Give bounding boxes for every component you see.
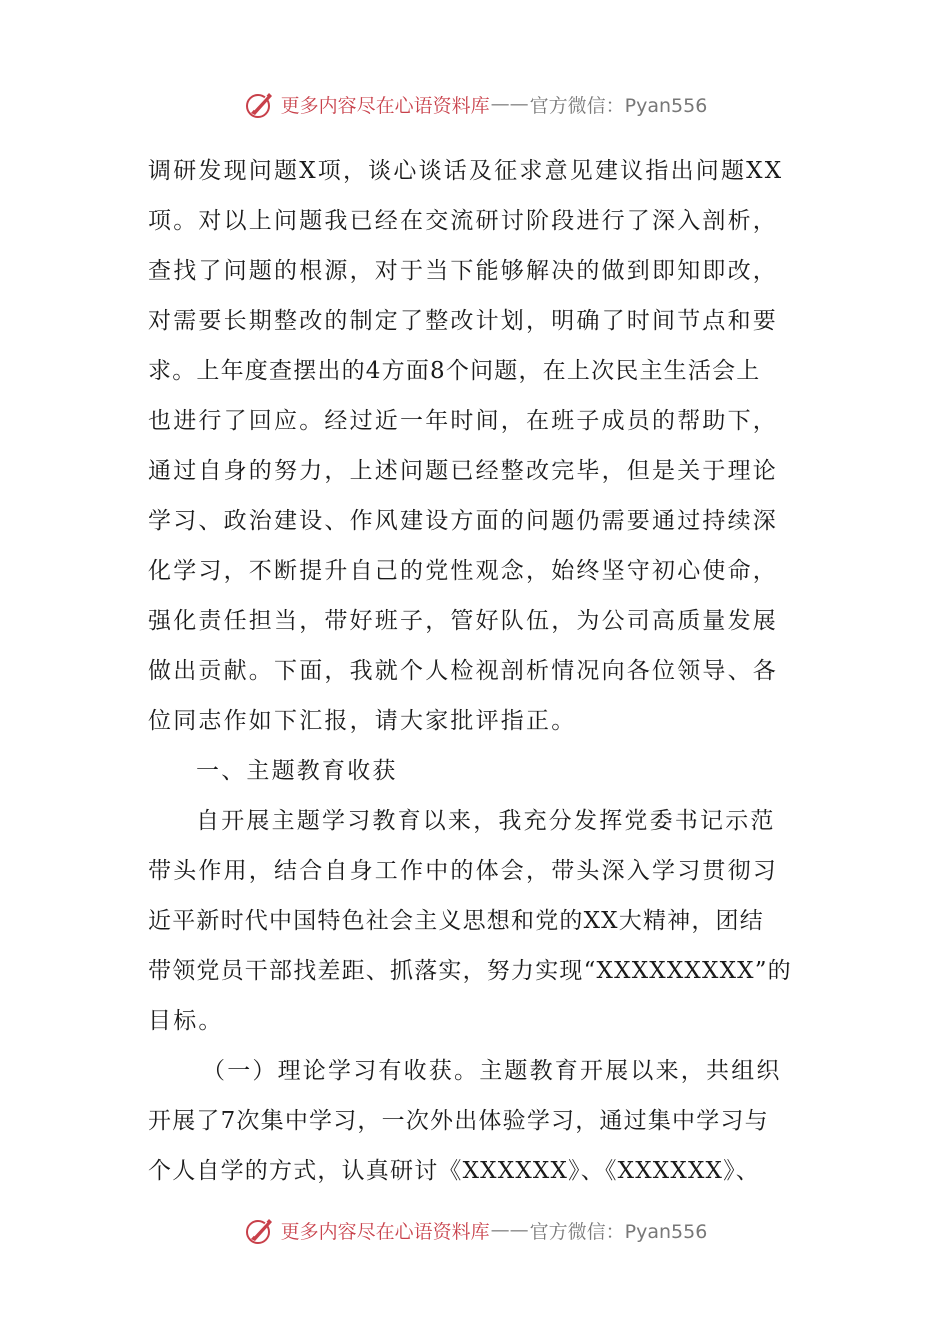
text-line: 带头作用，结合自身工作中的体会，带头深入学习贯彻习	[148, 858, 778, 884]
text-line: （一）理论学习有收获。主题教育开展以来，共组织	[202, 1058, 782, 1084]
text-line: 求。上年度查摆出的4方面8个问题，在上次民主生活会上	[148, 358, 761, 384]
text-line: 开展了7次集中学习，一次外出体验学习，通过集中学习与	[148, 1108, 769, 1134]
text-line: 个人自学的方式，认真研讨《XXXXXX》、《XXXXXX》、	[148, 1158, 760, 1184]
document-body	[148, 146, 808, 1196]
watermark-separator: ——	[490, 1219, 529, 1241]
watermark-banner-top	[0, 84, 950, 124]
watermark-separator: ——	[490, 93, 529, 115]
section-heading: 一、主题教育收获	[196, 758, 398, 784]
text-line: 带领党员干部找差距、抓落实，努力实现“XXXXXXXXX”的	[148, 958, 792, 984]
text-line: 目标。	[148, 1008, 224, 1034]
watermark-contact: 官方微信：Pyan556	[529, 1220, 708, 1243]
text-line: 通过自身的努力，上述问题已经整改完毕，但是关于理论	[148, 458, 778, 484]
text-line: 对需要长期整改的制定了整改计划，明确了时间节点和要	[148, 308, 778, 334]
text-line: 近平新时代中国特色社会主义思想和党的XX大精神，团结	[148, 908, 764, 934]
text-line: 也进行了回应。经过近一年时间，在班子成员的帮助下，	[148, 408, 778, 434]
text-line: 位同志作如下汇报，请大家批评指正。	[148, 708, 577, 734]
text-line: 调研发现问题X项，谈心谈话及征求意见建议指出问题XX	[148, 158, 784, 184]
watermark-contact: 官方微信：Pyan556	[529, 94, 708, 117]
text-line: 强化责任担当，带好班子，管好队伍，为公司高质量发展	[148, 608, 778, 634]
quill-logo-icon	[243, 87, 277, 121]
text-line: 查找了问题的根源，对于当下能够解决的做到即知即改，	[148, 258, 778, 284]
text-line: 做出贡献。下面，我就个人检视剖析情况向各位领导、各	[148, 658, 778, 684]
text-line: 项。对以上问题我已经在交流研讨阶段进行了深入剖析，	[148, 208, 778, 234]
text-line: 学习、政治建设、作风建设方面的问题仍需要通过持续深	[148, 508, 778, 534]
text-line: 化学习，不断提升自己的党性观念，始终坚守初心使命，	[148, 558, 778, 584]
quill-logo-icon	[243, 1213, 277, 1247]
watermark-banner-bottom	[0, 1210, 950, 1250]
text-line: 自开展主题学习教育以来，我充分发挥党委书记示范	[196, 808, 776, 834]
watermark-brand: 更多内容尽在心语资料库	[280, 1220, 490, 1243]
watermark-brand: 更多内容尽在心语资料库	[280, 94, 490, 117]
